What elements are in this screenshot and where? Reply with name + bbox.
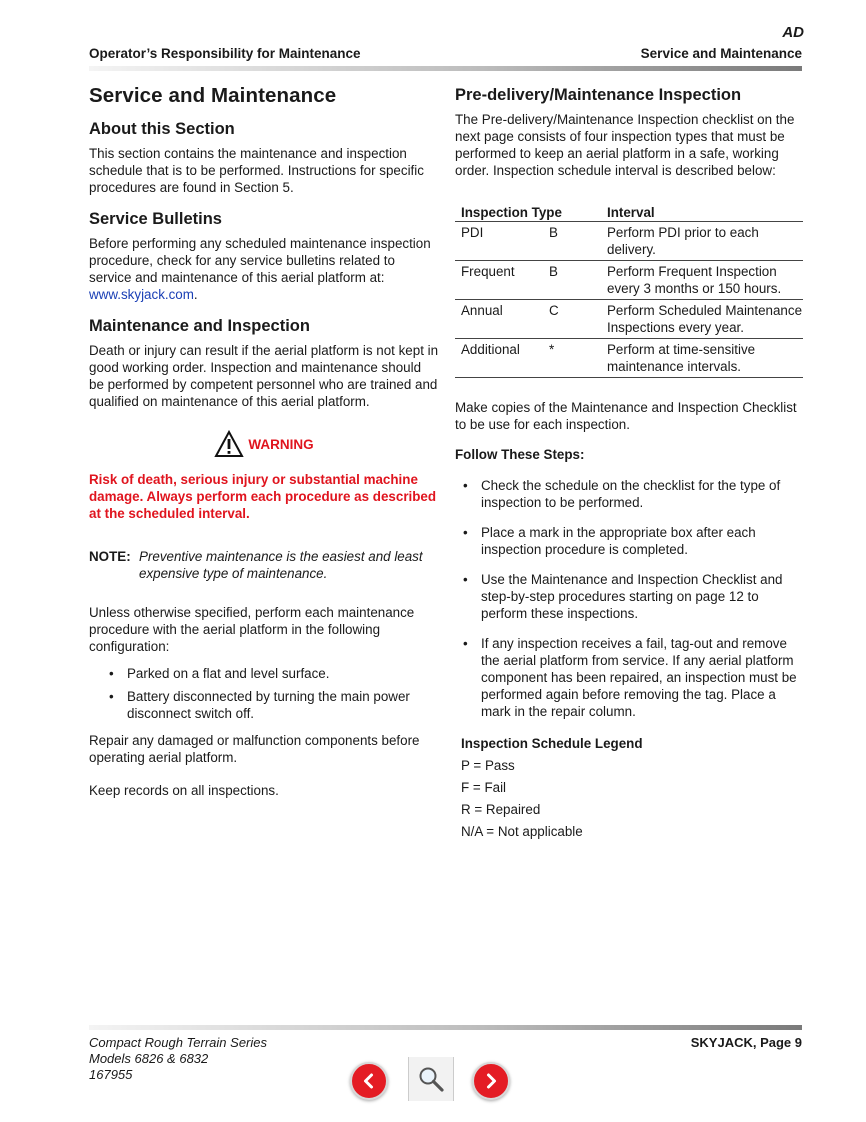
bulletins-body: Before performing any scheduled maintenance inspection procedure, check for any service bulletins related to service and maintenance of this aerial platform at: [89, 236, 431, 285]
bulletins-text [89, 235, 439, 303]
table-row [455, 300, 803, 339]
warning-title: WARNING [248, 436, 314, 452]
chevron-left-icon [360, 1072, 378, 1090]
bulletins-heading: Service Bulletins [89, 210, 222, 228]
maintenance-heading: Maintenance and Inspection [89, 317, 310, 335]
table-cell: C [543, 300, 601, 339]
right-column [455, 86, 803, 843]
warning-text: Risk of death, serious injury or substantial machine damage. Always perform each procedure as described at the scheduled interval. [89, 472, 437, 521]
page-title: Service and Maintenance [89, 84, 337, 107]
search-button[interactable] [408, 1057, 454, 1101]
inspection-table [455, 203, 803, 378]
warning-title-row [214, 430, 313, 458]
predelivery-heading: Pre-delivery/Maintenance Inspection [455, 86, 742, 104]
table-row [455, 339, 803, 378]
previous-page-button[interactable] [350, 1062, 388, 1100]
list-item: • Use the Maintenance and Inspection Checklist and step-by-step procedures starting on page 12 to perform these inspections. [463, 572, 783, 621]
table-header-row [455, 203, 803, 222]
config-intro: Unless otherwise specified, perform each maintenance procedure with the aerial platform in the following configuration: [89, 605, 415, 654]
table-row [455, 261, 803, 300]
footer-rule [89, 1025, 802, 1030]
config-list [89, 665, 439, 722]
table-header: Inspection Type [455, 203, 601, 222]
list-item: • Parked on a flat and level surface. [109, 666, 330, 681]
table-cell: Frequent [455, 261, 543, 300]
note [89, 548, 439, 582]
legend-item: N/A = Not applicable [461, 824, 583, 839]
list-item: • If any inspection receives a fail, tag-out and remove the aerial platform from service. If any aerial platform component has been repaired, an inspection must be performed again before removing the tag. Place a mark in the repair column. [463, 636, 797, 719]
table-cell: * [543, 339, 601, 378]
table-cell: Annual [455, 300, 543, 339]
table-cell: B [543, 261, 601, 300]
legend-item: P = Pass [461, 758, 515, 773]
steps-heading: Follow These Steps: [455, 447, 585, 462]
table-cell: B [543, 222, 601, 261]
warning-box [89, 430, 439, 463]
steps-list [455, 477, 803, 720]
list-item: • Check the schedule on the checklist for the type of inspection to be performed. [463, 478, 781, 510]
next-page-button[interactable] [472, 1062, 510, 1100]
maintenance-section [89, 317, 439, 410]
legend-title: Inspection Schedule Legend [461, 736, 643, 751]
step-text: Use the Maintenance and Inspection Checklist and step-by-step procedures starting on page 12 to perform these inspections. [481, 572, 783, 621]
step-text: Check the schedule on the checklist for the type of inspection to be performed. [481, 478, 781, 510]
table-row [455, 222, 803, 261]
footer-part-number: 167955 [89, 1067, 133, 1082]
list-item: • Place a mark in the appropriate box after each inspection procedure is completed. [463, 525, 756, 557]
header-rule [89, 66, 802, 71]
header-section-title: Operator’s Responsibility for Maintenance [89, 46, 361, 61]
table-cell: Perform Frequent Inspection every 3 months or 150 hours. [601, 261, 803, 300]
footer-series: Compact Rough Terrain Series [89, 1035, 267, 1050]
header-tag: AD [782, 24, 804, 41]
chevron-right-icon [482, 1072, 500, 1090]
table-cell: PDI [455, 222, 543, 261]
list-item-text: Battery disconnected by turning the main power disconnect switch off. [127, 689, 410, 721]
warning-triangle-icon [214, 430, 244, 458]
header-chapter-title: Service and Maintenance [640, 46, 802, 61]
maintenance-text: Death or injury can result if the aerial platform is not kept in good working order. Inspection and maintenance should be performed by competent personnel who are trained and qualified on maintenance of this aerial platform. [89, 343, 439, 409]
about-text: This section contains the maintenance and inspection schedule that is to be performed. Instructions for specific procedures are found in Section 5. [89, 146, 424, 195]
legend-item: R = Repaired [461, 802, 541, 817]
about-heading: About this Section [89, 120, 235, 138]
repair-text: Repair any damaged or malfunction components before operating aerial platform. [89, 733, 420, 765]
legend-item: F = Fail [461, 780, 507, 795]
copies-text: Make copies of the Maintenance and Inspection Checklist to be use for each inspection. [455, 400, 797, 432]
list-item: • Battery disconnected by turning the main power disconnect switch off. [109, 689, 410, 721]
table-header: Interval [601, 203, 803, 222]
bulletins-period: . [193, 287, 198, 302]
table-cell: Perform Scheduled Maintenance Inspections every year. [601, 300, 803, 339]
bulletins-section [89, 210, 439, 303]
table-cell: Perform PDI prior to each delivery. [601, 222, 803, 261]
records-text: Keep records on all inspections. [89, 783, 279, 798]
magnifier-icon [416, 1064, 446, 1094]
footer-left [89, 1035, 267, 1083]
note-text: Preventive maintenance is the easiest and least expensive type of maintenance. [139, 549, 423, 581]
predelivery-intro: The Pre-delivery/Maintenance Inspection checklist on the next page consists of four inspection types that must be performed to keep an aerial platform in a safe, working order. Inspection schedule interval is described below: [455, 112, 795, 178]
table-cell: Perform at time-sensitive maintenance intervals. [601, 339, 803, 378]
footer-models: Models 6826 & 6832 [89, 1051, 209, 1066]
table-cell: Additional [455, 339, 543, 378]
legend [455, 736, 803, 843]
step-text: Place a mark in the appropriate box after each inspection procedure is completed. [481, 525, 756, 557]
list-item-text: Parked on a flat and level surface. [127, 666, 330, 681]
footer-page: SKYJACK, Page 9 [690, 1035, 802, 1050]
skyjack-link[interactable]: www.skyjack.com [89, 287, 194, 302]
left-column [89, 84, 439, 799]
note-label: NOTE: [89, 549, 131, 564]
about-section [89, 120, 439, 196]
step-text: If any inspection receives a fail, tag-out and remove the aerial platform from service. If any aerial platform component has been repaired, an inspection must be performed again before removing the tag. Place a mark in the repair column. [481, 636, 797, 719]
